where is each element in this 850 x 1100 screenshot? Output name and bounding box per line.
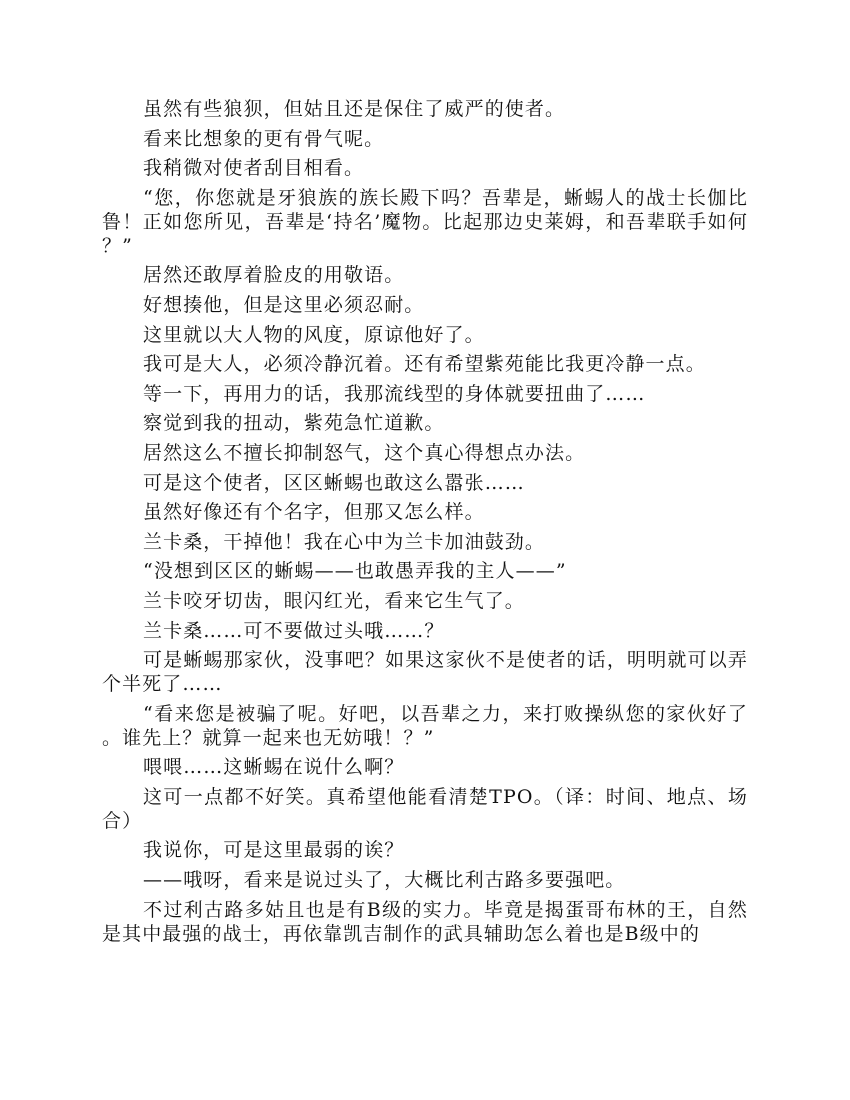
paragraph: 不过利古路多姑且也是有B级的实力。毕竟是揭蛋哥布林的王，自然是其中最强的战士，再依靠凯吉制作的武具辅助怎么着也是B级中的 bbox=[102, 898, 748, 945]
paragraph: 虽然好像还有个名字，但那又怎么样。 bbox=[143, 501, 485, 524]
paragraph: 看来比想象的更有骨气呢。 bbox=[143, 127, 385, 150]
paragraph: 虽然有些狼狈，但姑且还是保住了威严的使者。 bbox=[143, 98, 566, 120]
paragraph: 兰卡桑，干掉他！我在心中为兰卡加油鼓劲。 bbox=[143, 530, 546, 553]
paragraph: “看来您是被骗了呢。好吧，以吾辈之力，来打败操纵您的家伙好了。谁先上？就算一起来也无妨哦！？” bbox=[102, 702, 748, 749]
paragraph: 居然这么不擅长抑制怒气，这个真心得想点办法。 bbox=[143, 441, 586, 464]
paragraph: 我说你，可是这里最弱的诶？ bbox=[143, 839, 405, 862]
paragraph: 喂喂……这蜥蜴在说什么啊？ bbox=[143, 756, 405, 779]
paragraph: 我稍微对使者刮目相看。 bbox=[143, 157, 365, 180]
paragraph: 我可是大人，必须冷静沉着。还有希望紫苑能比我更冷静一点。 bbox=[143, 353, 706, 376]
paragraph: “您，你您就是牙狼族的族长殿下吗？吾辈是，蜥蜴人的战士长伽比鲁！正如您所见，吾辈是‘持名’魔物。比起那边史莱姆，和吾辈联手如何？” bbox=[102, 186, 748, 257]
paragraph: 可是这个使者，区区蜥蜴也敢这么嚣张…… bbox=[143, 471, 525, 494]
paragraph: 好想揍他，但是这里必须忍耐。 bbox=[143, 293, 425, 316]
paragraph: 这里就以大人物的风度，原谅他好了。 bbox=[143, 323, 485, 346]
paragraph: 居然还敢厚着脸皮的用敬语。 bbox=[143, 264, 405, 287]
document-page bbox=[102, 97, 748, 951]
paragraph: “没想到区区的蜥蜴——也敢愚弄我的主人——” bbox=[143, 560, 567, 583]
paragraph: 等一下，再用力的话，我那流线型的身体就要扭曲了…… bbox=[143, 382, 646, 405]
paragraph: 兰卡咬牙切齿，眼闪红光，看来它生气了。 bbox=[143, 589, 525, 612]
paragraph: ——哦呀，看来是说过头了，大概比利古路多要强吧。 bbox=[143, 869, 626, 892]
paragraph: 兰卡桑……可不要做过头哦……？ bbox=[143, 619, 445, 642]
paragraph: 察觉到我的扭动，紫苑急忙道歉。 bbox=[143, 412, 445, 435]
paragraph: 可是蜥蜴那家伙，没事吧？如果这家伙不是使者的话，明明就可以弄个半死了…… bbox=[102, 649, 748, 696]
paragraph: 这可一点都不好笑。真希望他能看清楚TPO。（译：时间、地点、场合） bbox=[102, 785, 748, 832]
